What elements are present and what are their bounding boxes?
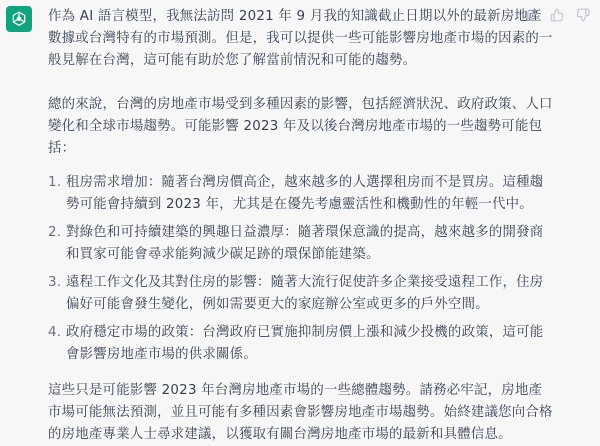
intro-paragraph: 作為 AI 語言模型，我無法訪問 2021 年 9 月我的知識截止日期以外的最新房地產數據或台灣特有的市場預測。但是，我可以提供一些可能影響房地產市場的因素的一般見解在台灣，這可能有助於您了解當前情況和可能的趨勢。 <box>48 9 553 68</box>
list-text: 租房需求增加：隨著台灣房價高企，越來越多的人選擇租房而不是買房。這種趨勢可能會持續到 2023 年，尤其是在優先考慮靈活性和機動性的年輕一代中。 <box>66 175 544 212</box>
trend-list <box>48 172 553 366</box>
chatgpt-logo-icon <box>10 10 28 28</box>
assistant-avatar <box>6 6 32 32</box>
list-item <box>48 322 553 366</box>
list-number: 3. <box>48 275 62 290</box>
list-text: 政府穩定市場的政策：台灣政府已實施抑制房價上漲和減少投機的政策，這可能會影響房地產市場的供求關係。 <box>66 325 544 362</box>
conclusion-paragraph: 這些只是可能影響 2023 年台灣房地產市場的一些總體趨勢。請務必牢記，房地產市場可能無法預測，並且可能有多種因素會影響房地產市場趨勢。始終建議您向合格的房地產專業人士尋求建議，以獲取有關台灣房地產市場的最新和具體信息。 <box>48 383 553 442</box>
message-content <box>48 6 553 446</box>
thumbs-down-icon <box>576 8 590 22</box>
list-number: 2. <box>48 225 62 240</box>
list-number: 1. <box>48 175 62 190</box>
list-item <box>48 172 553 216</box>
overview-paragraph: 總的來說，台灣的房地產市場受到多種因素的影響，包括經濟狀況、政府政策、人口變化和全球市場趨勢。可能影響 2023 年及以後台灣房地產市場的一些趨勢可能包括： <box>48 97 553 156</box>
list-item <box>48 272 553 316</box>
list-text: 遠程工作文化及其對住房的影響：隨著大流行促使許多企業接受遠程工作，住房偏好可能會發生變化，例如需要更大的家庭辦公室或更多的戶外空間。 <box>66 275 544 312</box>
list-number: 4. <box>48 325 62 340</box>
list-item <box>48 222 553 266</box>
thumbs-down-button[interactable] <box>574 6 592 24</box>
list-text: 對綠色和可持續建築的興趣日益濃厚：隨著環保意識的提高，越來越多的開發商和買家可能會尋求能夠減少碳足跡的環保節能建築。 <box>66 225 544 262</box>
